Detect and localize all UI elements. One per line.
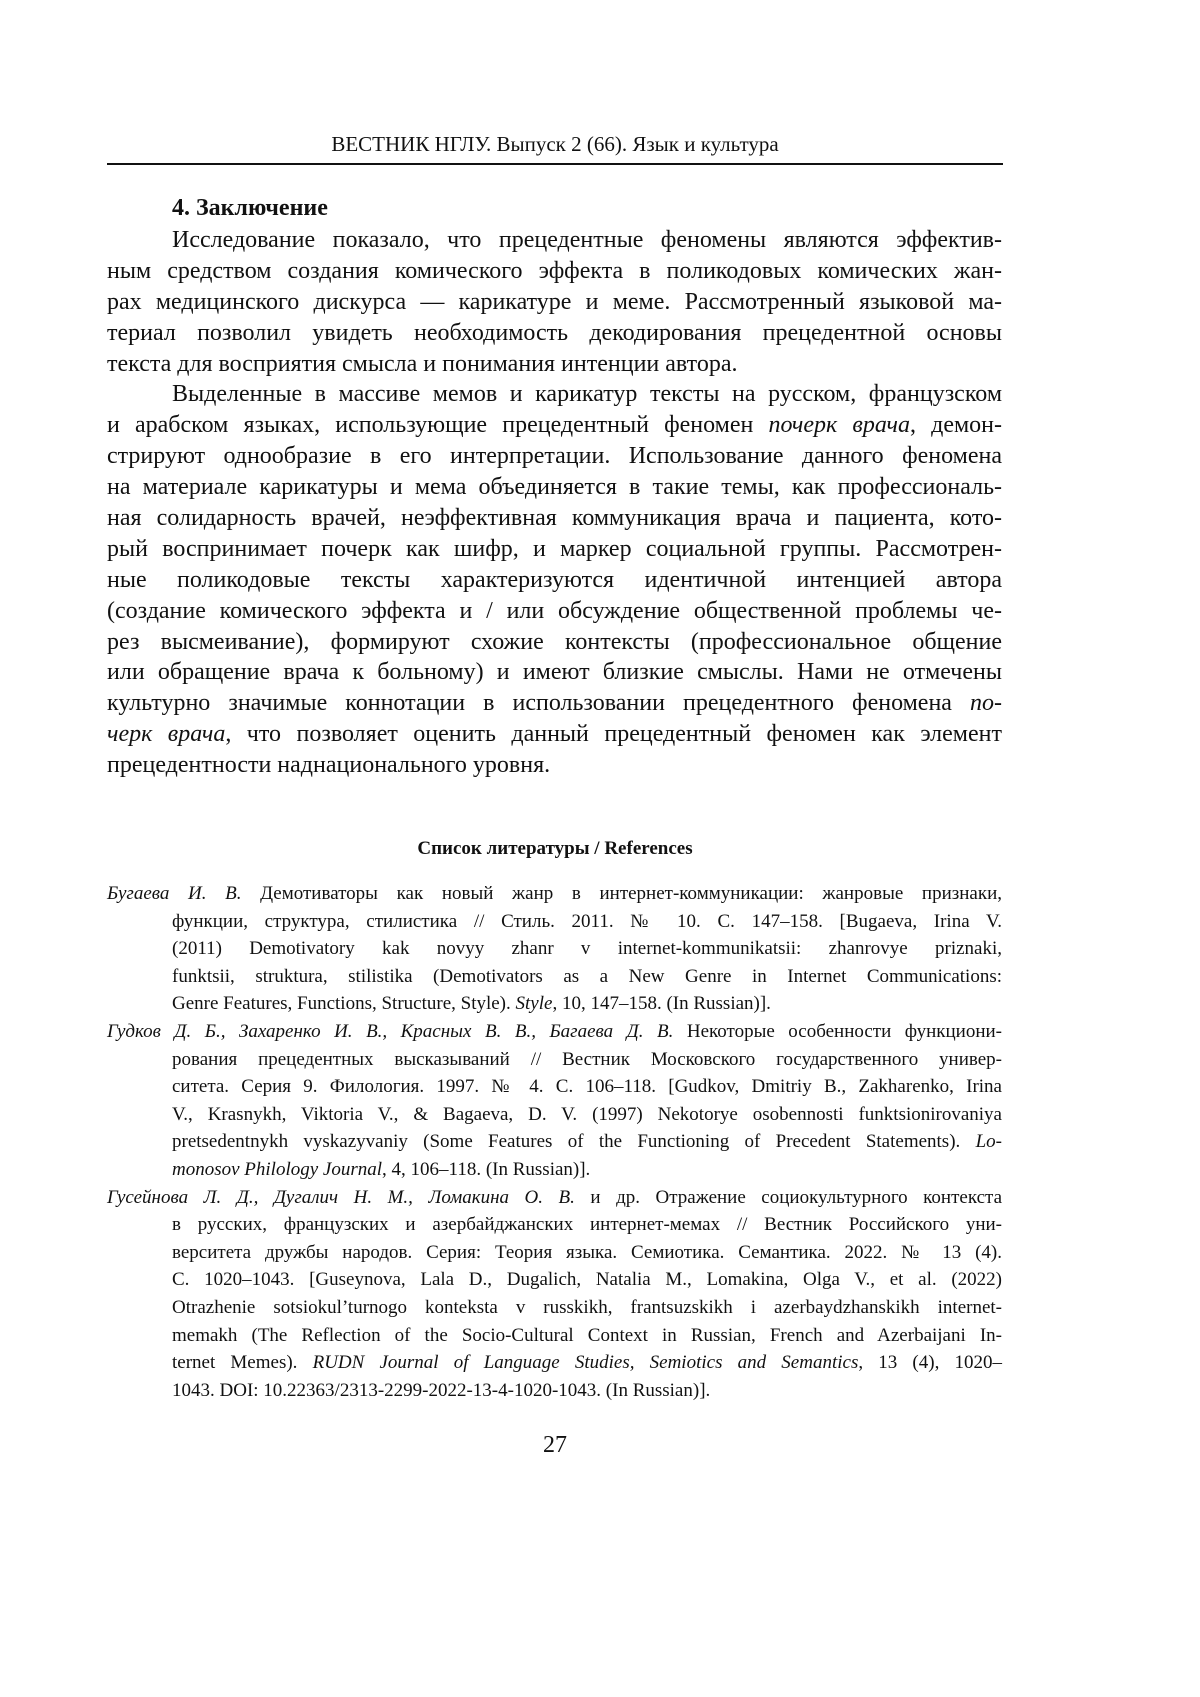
paragraph-line	[107, 719, 1002, 750]
italic-text: RUDN Journal of Language Studies, Semiotics and Semantics	[313, 1352, 859, 1373]
page-number: 27	[107, 1432, 1003, 1459]
running-header: ВЕСТНИК НГЛУ. Выпуск 2 (66). Язык и культура	[107, 132, 1003, 157]
header-rule	[107, 163, 1003, 165]
italic-text: почерк врача	[769, 412, 910, 438]
text-segment: текста для восприятия смысла и понимания интенции автора.	[107, 351, 737, 377]
reference-line	[107, 880, 1002, 908]
text-segment: funktsii, struktura, stilistika (Demotivators as a New Genre in Internet Communications:	[172, 966, 1002, 987]
reference-line	[107, 908, 1002, 936]
italic-text: Style	[516, 993, 553, 1014]
text-segment: культурно значимые коннотации в использовании прецедентного феномена	[107, 690, 970, 716]
reference-line	[107, 1156, 1002, 1184]
reference-line	[107, 1184, 1002, 1212]
reference-line	[107, 990, 1002, 1018]
text-segment: и др. Отражение социокультурного контекста	[575, 1187, 1002, 1208]
italic-text: monosov Philology Journal	[172, 1159, 382, 1180]
paragraph-line	[107, 256, 1002, 287]
paragraph-line	[107, 318, 1002, 349]
text-segment: pretsedentnykh vyskazyvaniy (Some Features of the Functioning of Precedent Statements).	[172, 1131, 976, 1152]
paragraph-line	[107, 657, 1002, 688]
text-segment: V., Krasnykh, Viktoria V., & Bagaeva, D. V. (1997) Nekotorye osobennosti funktsionirovaniya	[172, 1104, 1002, 1125]
paragraph-line	[107, 349, 1002, 380]
text-segment: функции, структура, стилистика // Стиль. 2011. № 10. С. 147–158. [Bugaeva, Irina V.	[172, 911, 1002, 932]
italic-text: Бугаева И. В.	[107, 883, 241, 904]
reference-line	[107, 1322, 1002, 1350]
italic-text: Гусейнова Л. Д., Дугалич Н. М., Ломакина О. В.	[107, 1187, 575, 1208]
paragraph-line	[107, 596, 1002, 627]
reference-line	[107, 1073, 1002, 1101]
paragraph	[107, 225, 1002, 379]
reference-line	[107, 1294, 1002, 1322]
italic-text: по-	[970, 690, 1002, 716]
text-segment: на материале карикатуры и мема объединяется в такие темы, как профессиональ-	[107, 474, 1002, 500]
paragraph-line	[107, 410, 1002, 441]
text-segment: или обращение врача к больному) и имеют близкие смыслы. Нами не отмечены	[107, 659, 1002, 685]
text-segment: в русских, французских и азербайджанских интернет-мемах // Вестник Российского уни-	[172, 1214, 1002, 1235]
paragraph-line	[107, 503, 1002, 534]
text-segment: memakh (The Reflection of the Socio-Cultural Context in Russian, French and Azerbaijani In-	[172, 1325, 1002, 1346]
text-segment: , что позволяет оценить данный прецедентный феномен как элемент	[225, 721, 1002, 747]
reference-line	[107, 1018, 1002, 1046]
reference-line	[107, 1377, 1002, 1405]
text-segment: ные поликодовые тексты характеризуются идентичной интенцией автора	[107, 567, 1002, 593]
text-segment: ternet Memes).	[172, 1352, 313, 1373]
reference-item	[107, 880, 1002, 1018]
reference-line	[107, 1349, 1002, 1377]
text-segment: Демотиваторы как новый жанр в интернет-коммуникации: жанровые признаки,	[241, 883, 1002, 904]
reference-line	[107, 1128, 1002, 1156]
text-segment: стрируют однообразие в его интерпретации. Использование данного феномена	[107, 443, 1002, 469]
text-segment: териал позволил увидеть необходимость декодирования прецедентной основы	[107, 320, 1002, 346]
text-segment: Genre Features, Functions, Structure, Style).	[172, 993, 516, 1014]
text-segment: , 4, 106–118. (In Russian)].	[382, 1159, 590, 1180]
text-segment: рах медицинского дискурса — карикатуре и меме. Рассмотренный языковой ма-	[107, 289, 1002, 315]
paragraph-line	[107, 627, 1002, 658]
reference-item	[107, 1184, 1002, 1405]
paragraph-line	[107, 534, 1002, 565]
text-segment: , 13 (4), 1020–	[858, 1352, 1002, 1373]
reference-line	[107, 1046, 1002, 1074]
paragraph-line	[107, 472, 1002, 503]
text-segment: прецедентности наднационального уровня.	[107, 752, 550, 778]
paragraph-line	[107, 565, 1002, 596]
reference-line	[107, 1266, 1002, 1294]
text-segment: (2011) Demotivatory kak novyy zhanr v internet-kommunikatsii: zhanrovye priznaki,	[172, 938, 1002, 959]
text-segment: рый воспринимает почерк как шифр, и маркер социальной группы. Рассмотрен-	[107, 536, 1002, 562]
text-segment: ная солидарность врачей, неэффективная коммуникация врача и пациента, кото-	[107, 505, 1002, 531]
italic-text: Lo-	[976, 1131, 1002, 1152]
paragraph-line	[107, 688, 1002, 719]
reference-line	[107, 935, 1002, 963]
reference-line	[107, 1211, 1002, 1239]
italic-text: черк врача	[107, 721, 225, 747]
text-segment: 1043. DOI: 10.22363/2313-2299-2022-13-4-1020-1043. (In Russian)].	[172, 1380, 710, 1401]
text-segment: Исследование показало, что прецедентные феномены являются эффектив-	[172, 227, 1002, 253]
text-segment: рования прецедентных высказываний // Вестник Московского государственного универ-	[172, 1049, 1002, 1070]
text-segment: верситета дружбы народов. Серия: Теория языка. Семиотика. Семантика. 2022. № 13 (4).	[172, 1242, 1002, 1263]
paragraph-line	[107, 750, 1002, 781]
paragraph-line	[107, 225, 1002, 256]
reference-line	[107, 1239, 1002, 1267]
text-segment: Некоторые особенности функциони-	[673, 1021, 1002, 1042]
text-segment: , демон-	[910, 412, 1002, 438]
text-segment: Otrazhenie sotsiokul’turnogo konteksta v russkikh, frantsuzskikh i azerbaydzhanskikh internet-	[172, 1297, 1002, 1318]
text-segment: ситета. Серия 9. Филология. 1997. № 4. С. 106–118. [Gudkov, Dmitriy B., Zakharenko, Irina	[172, 1076, 1002, 1097]
text-segment: (создание комического эффекта и / или обсуждение общественной проблемы че-	[107, 598, 1002, 624]
text-segment: ным средством создания комического эффекта в поликодовых комических жан-	[107, 258, 1002, 284]
references-list	[107, 880, 1002, 1404]
text-segment: Выделенные в массиве мемов и карикатур тексты на русском, французском	[172, 381, 1002, 407]
paragraph-line	[107, 379, 1002, 410]
text-segment: и арабском языках, использующие прецедентный феномен	[107, 412, 769, 438]
section-body	[107, 225, 1002, 781]
reference-item	[107, 1018, 1002, 1184]
italic-text: Гудков Д. Б., Захаренко И. В., Красных В. В., Багаева Д. В.	[107, 1021, 673, 1042]
reference-line	[107, 963, 1002, 991]
text-segment: С. 1020–1043. [Guseynova, Lala D., Dugalich, Natalia M., Lomakina, Olga V., et al. (2022)	[172, 1269, 1002, 1290]
section-heading: 4. Заключение	[172, 195, 328, 222]
text-segment: , 10, 147–158. (In Russian)].	[552, 993, 770, 1014]
reference-line	[107, 1101, 1002, 1129]
text-segment: рез высмеивание), формируют схожие контексты (профессиональное общение	[107, 629, 1002, 655]
paragraph	[107, 379, 1002, 781]
paragraph-line	[107, 287, 1002, 318]
references-title: Список литературы / References	[107, 838, 1003, 860]
paragraph-line	[107, 441, 1002, 472]
